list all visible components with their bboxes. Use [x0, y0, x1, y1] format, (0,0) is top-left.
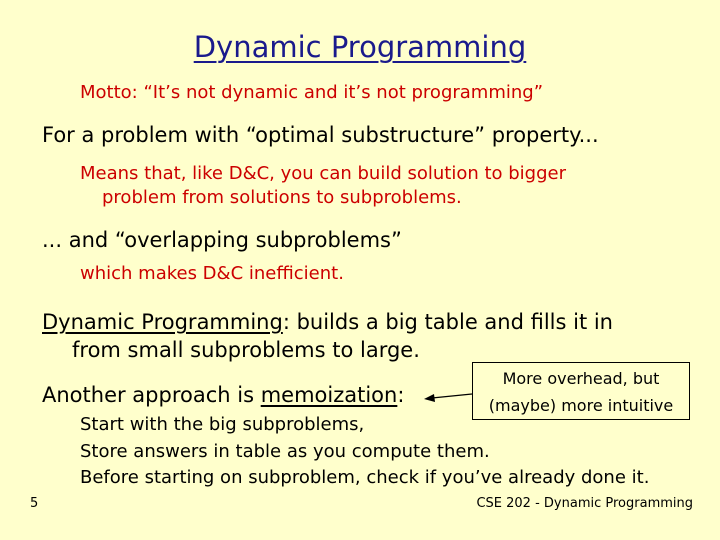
memoization-prefix: Another approach is — [42, 383, 261, 407]
memoization-suffix: : — [397, 383, 405, 407]
optimal-substructure-explanation-line2: problem from solutions to subproblems. — [102, 187, 462, 208]
optimal-substructure-explanation-line1: Means that, like D&C, you can build solution to bigger — [80, 163, 567, 184]
callout-line1: More overhead, but — [502, 369, 660, 388]
memoization-term: memoization — [260, 383, 398, 407]
slide-footer: CSE 202 - Dynamic Programming — [476, 496, 693, 511]
dp-definition-text: : builds a big table and fills it in — [282, 310, 613, 334]
slide-number: 5 — [30, 496, 39, 511]
memoization-step-3: Before starting on subproblem, check if you’ve already done it. — [80, 467, 650, 488]
memoization-step-1: Start with the big subproblems, — [80, 414, 365, 435]
overlapping-subproblems-explanation: which makes D&C inefficient. — [80, 263, 344, 284]
bullet-overlapping-subproblems: ... and “overlapping subproblems” — [42, 228, 402, 252]
dp-definition-line2: from small subproblems to large. — [72, 338, 420, 362]
memoization-callout — [472, 362, 690, 420]
callout-line2: (maybe) more intuitive — [488, 396, 674, 415]
memoization-step-2: Store answers in table as you compute them. — [80, 441, 490, 462]
bullet-optimal-substructure: For a problem with “optimal substructure” property... — [42, 123, 599, 147]
slide-title: Dynamic Programming — [193, 30, 527, 64]
motto: Motto: “It’s not dynamic and it’s not programming” — [80, 82, 544, 103]
dp-term: Dynamic Programming — [42, 310, 283, 334]
